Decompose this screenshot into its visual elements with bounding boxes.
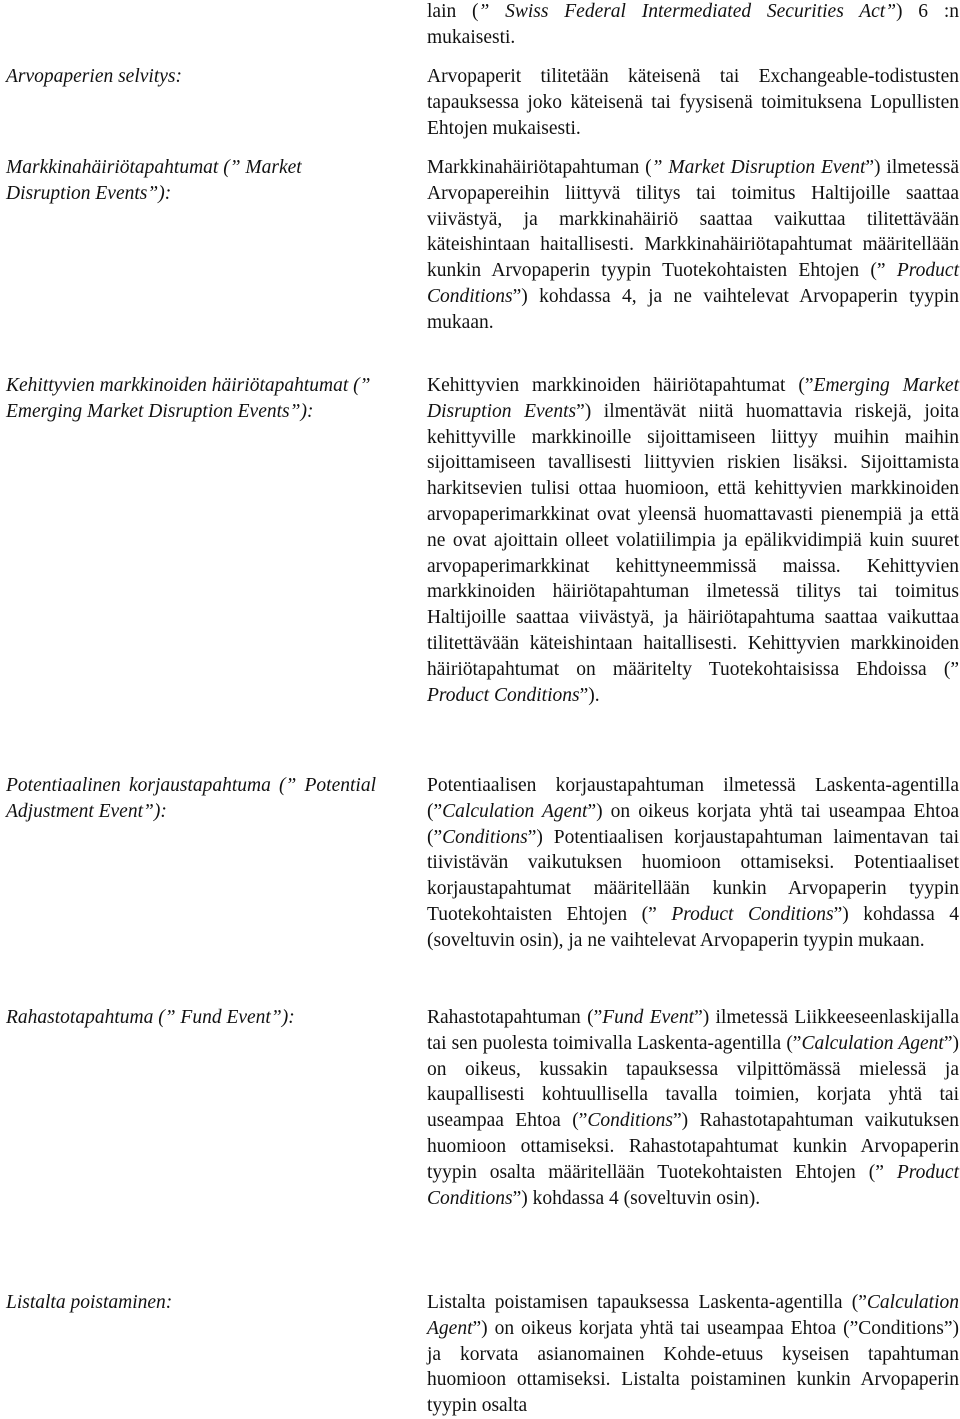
term-market-disruption-text: Markkinahäiriötapahtumat (” Market Disruption Events”): bbox=[6, 157, 302, 204]
term-delisting: Listalta poistaminen: bbox=[6, 1292, 173, 1313]
definition-settlement: Arvopaperit tilitetään käteisenä tai Exchangeable-todistusten tapauksessa joko käteisenä tai fyysisenä toimituksena Lopullisten Ehtojen mukaisesti. bbox=[427, 66, 959, 139]
term-potential-adjustment: Potentiaalinen korjaustapahtuma (” Potential Adjustment Event”): bbox=[6, 775, 376, 822]
term-fund-event: Rahastotapahtuma (” Fund Event”): bbox=[6, 1007, 295, 1028]
definition-emerging-market: Kehittyvien markkinoiden häiriötapahtumat (”Emerging Market Disruption Events”) ilmentävät niitä huomattavia riskejä, joita kehittyville markkinoille sijoittamiseen liittyy muihin maihin sijoittamiseen tavallisesti liittyvien riskien lisäksi. Sijoittamista harkitsevien tulisi ottaa huomioon, että kehittyvien markkinoiden arvopaperimarkkinat ovat yleensä huomattavasti pienempiä ja että ne ovat ajoittain olleet volatiilimpia ja epälikvidimpiä kuin suuret arvopaperimarkkinat kehittyneemmissä maissa. Kehittyvien markkinoiden häiriötapahtuman ilmetessä tilitys tai toimitus Haltijoille saattaa viivästyä, ja häiriötapahtuma saattaa vaikuttaa tilitettävään käteishintaan haitallisesti. Kehittyvien markkinoiden häiriötapahtumat on määritelty Tuotekohtaisissa Ehdoissa (” Product Conditions”). bbox=[427, 375, 960, 706]
definition-delisting: Listalta poistamisen tapauksessa Laskenta-agentilla (”Calculation Agent”) on oikeus korjata yhtä tai useampaa Ehtoa (”Conditions”) ja korvata asianomainen Kohde-etuus kyseisen tapahtuman huomioon ottamiseksi. Listalta poistaminen kunkin Arvopaperin tyypin osalta bbox=[427, 1292, 959, 1417]
term-emerging-market: Kehittyvien markkinoiden häiriötapahtumat (” Emerging Market Disruption Events”): bbox=[6, 375, 371, 422]
definition-fund-event: Rahastotapahtuman (”Fund Event”) ilmetessä Liikkeeseenlaskijalla tai sen puolesta toimivalla Laskenta-agentilla (”Calculation Agent”) on oikeus, kussakin tapauksessa vilpittömässä mielessä ja kaupallisesti kohtuullisella tavalla toimien, korjata yhtä tai useampaa Ehtoa (”Conditions”) Rahastotapahtuman vaikutuksen huomioon ottamiseksi. Rahastotapahtumat kunkin Arvopaperin tyypin osalta määritellään Tuotekohtaisten Ehtojen (” Product Conditions”) kohdassa 4 (soveltuvin osin). bbox=[427, 1007, 959, 1209]
definition-market-disruption: Markkinahäiriötapahtuman (” Market Disruption Event”) ilmetessä Arvopapereihin liittyvä tilitys tai toimitus Haltijoille saattaa viivästyä, ja markkinahäiriö saattaa vaikuttaa tilitettävään käteishintaan haitallisesti. Markkinahäiriötapahtumat määritellään kunkin Arvopaperin tyypin Tuotekohtaisten Ehtojen (” Product Conditions”) kohdassa 4, ja ne vaihtelevat Arvopaperin tyypin mukaan. bbox=[427, 157, 959, 333]
definition-potential-adjustment: Potentiaalisen korjaustapahtuman ilmetessä Laskenta-agentilla (”Calculation Agent”) on oikeus korjata yhtä tai useampaa Ehtoa (”Conditions”) Potentiaalisen korjaustapahtuman laimentavan tai tiivistävän vaikutuksen huomioon ottamiseksi. Potentiaaliset korjaustapahtumat määritellään kunkin Arvopaperin tyypin Tuotekohtaisten Ehtojen (” Product Conditions”) kohdassa 4 (soveltuvin osin), ja ne vaihtelevat Arvopaperin tyypin mukaan. bbox=[427, 775, 959, 951]
term-settlement: Arvopaperien selvitys: bbox=[6, 66, 182, 87]
definition-intro: lain (” Swiss Federal Intermediated Securities Act”) 6 :n mukaisesti. bbox=[427, 1, 959, 48]
term-market-disruption bbox=[6, 155, 351, 207]
